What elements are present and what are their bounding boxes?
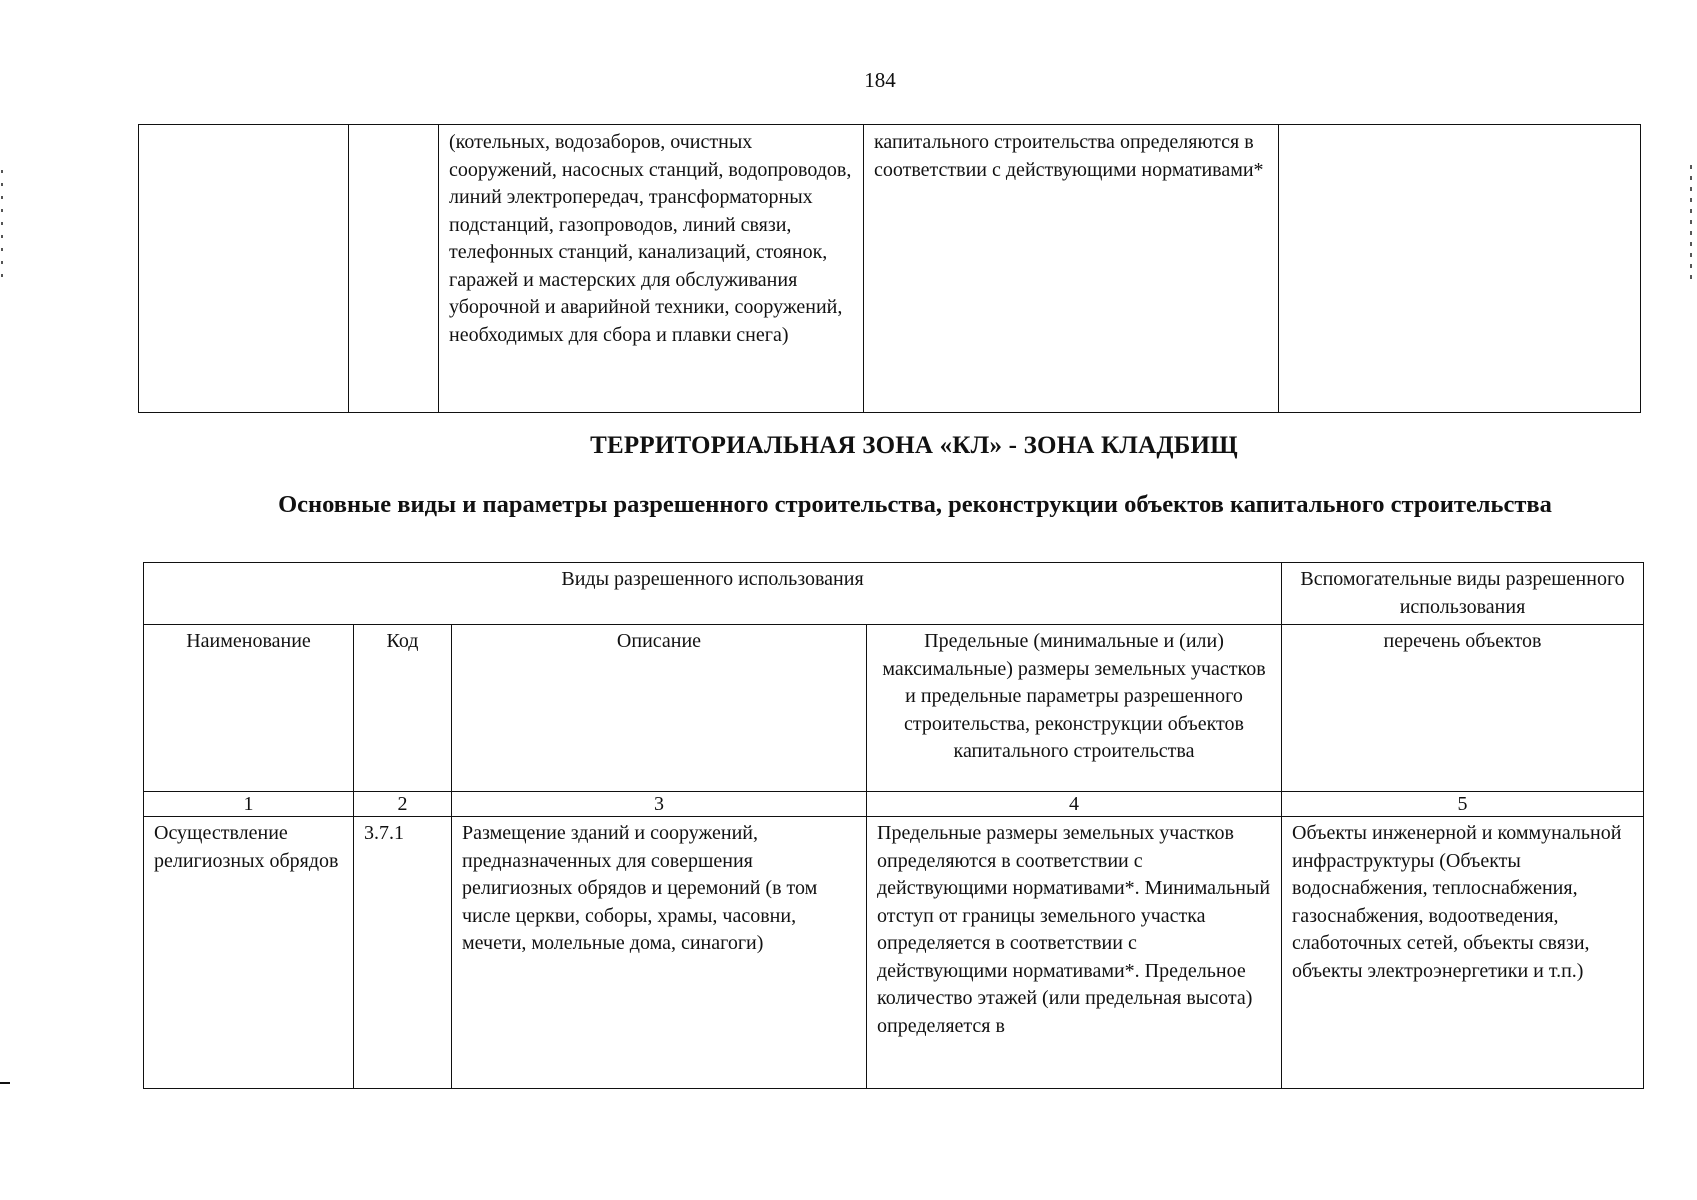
column-number: 1 (144, 792, 354, 817)
cell-description: Размещение зданий и сооружений, предназначенных для совершения религиозных обрядов и церемоний (в том числе церкви, соборы, храмы, часовни, мечети, молельные дома, синагоги) (452, 817, 867, 1089)
header-description: Описание (452, 625, 867, 792)
column-number-row (144, 792, 1644, 817)
group-header: Виды разрешенного использования (144, 563, 1282, 625)
header-code: Код (354, 625, 452, 792)
scan-edge-ticks-right (1690, 165, 1692, 280)
scan-edge-mark (0, 1082, 10, 1084)
cell-parameters: Предельные размеры земельных участков определяются в соответствии с действующими нормативами*. Минимальный отступ от границы земельного участка определяется в соответствии с действующими нормативами*. Предельное количество этажей (или предельная высота) определяется в (867, 817, 1282, 1089)
column-header-row (144, 625, 1644, 792)
column-number: 5 (1282, 792, 1644, 817)
cell-empty (1279, 125, 1641, 413)
header-name: Наименование (144, 625, 354, 792)
scan-edge-ticks-left (1, 170, 3, 280)
column-number: 2 (354, 792, 452, 817)
cell-empty (139, 125, 349, 413)
zone-title: ТЕРРИТОРИАЛЬНАЯ ЗОНА «КЛ» - ЗОНА КЛАДБИЩ (590, 432, 1238, 459)
cell-empty (349, 125, 439, 413)
header-objects: перечень объектов (1282, 625, 1644, 792)
header-parameters: Предельные (минимальные и (или) максимальные) размеры земельных участков и предельные параметры разрешенного строительства, реконструкции объектов капитального строительства (867, 625, 1282, 792)
cell-description: (котельных, водозаборов, очистных сооружений, насосных станций, водопроводов, линий электропередач, трансформаторных подстанций, газопроводов, линий связи, телефонных станций, канализаций, стоянок, гаражей и мастерских для обслуживания уборочной и аварийной техники, сооружений, необходимых для сбора и плавки снега) (439, 125, 864, 413)
permitted-use-table (143, 562, 1644, 1089)
cell-code: 3.7.1 (354, 817, 452, 1089)
cell-objects: Объекты инженерной и коммунальной инфраструктуры (Объекты водоснабжения, теплоснабжения, газоснабжения, водоотведения, слаботочных сетей, объекты связи, объекты электроэнергетики и т.п.) (1282, 817, 1644, 1089)
table-row (144, 817, 1644, 1089)
column-number: 4 (867, 792, 1282, 817)
column-number: 3 (452, 792, 867, 817)
cell-name: Осуществление религиозных обрядов (144, 817, 354, 1089)
aux-header: Вспомогательные виды разрешенного использования (1282, 563, 1644, 625)
cell-parameters: капитального строительства определяются в соответствии с действующими нормативами* (864, 125, 1279, 413)
section-title: Основные виды и параметры разрешенного строительства, реконструкции объектов капитального строительства (278, 491, 1552, 518)
table-row (139, 125, 1641, 413)
continued-table (138, 124, 1641, 413)
page-number: 184 (864, 68, 896, 92)
group-header-row (144, 563, 1644, 625)
